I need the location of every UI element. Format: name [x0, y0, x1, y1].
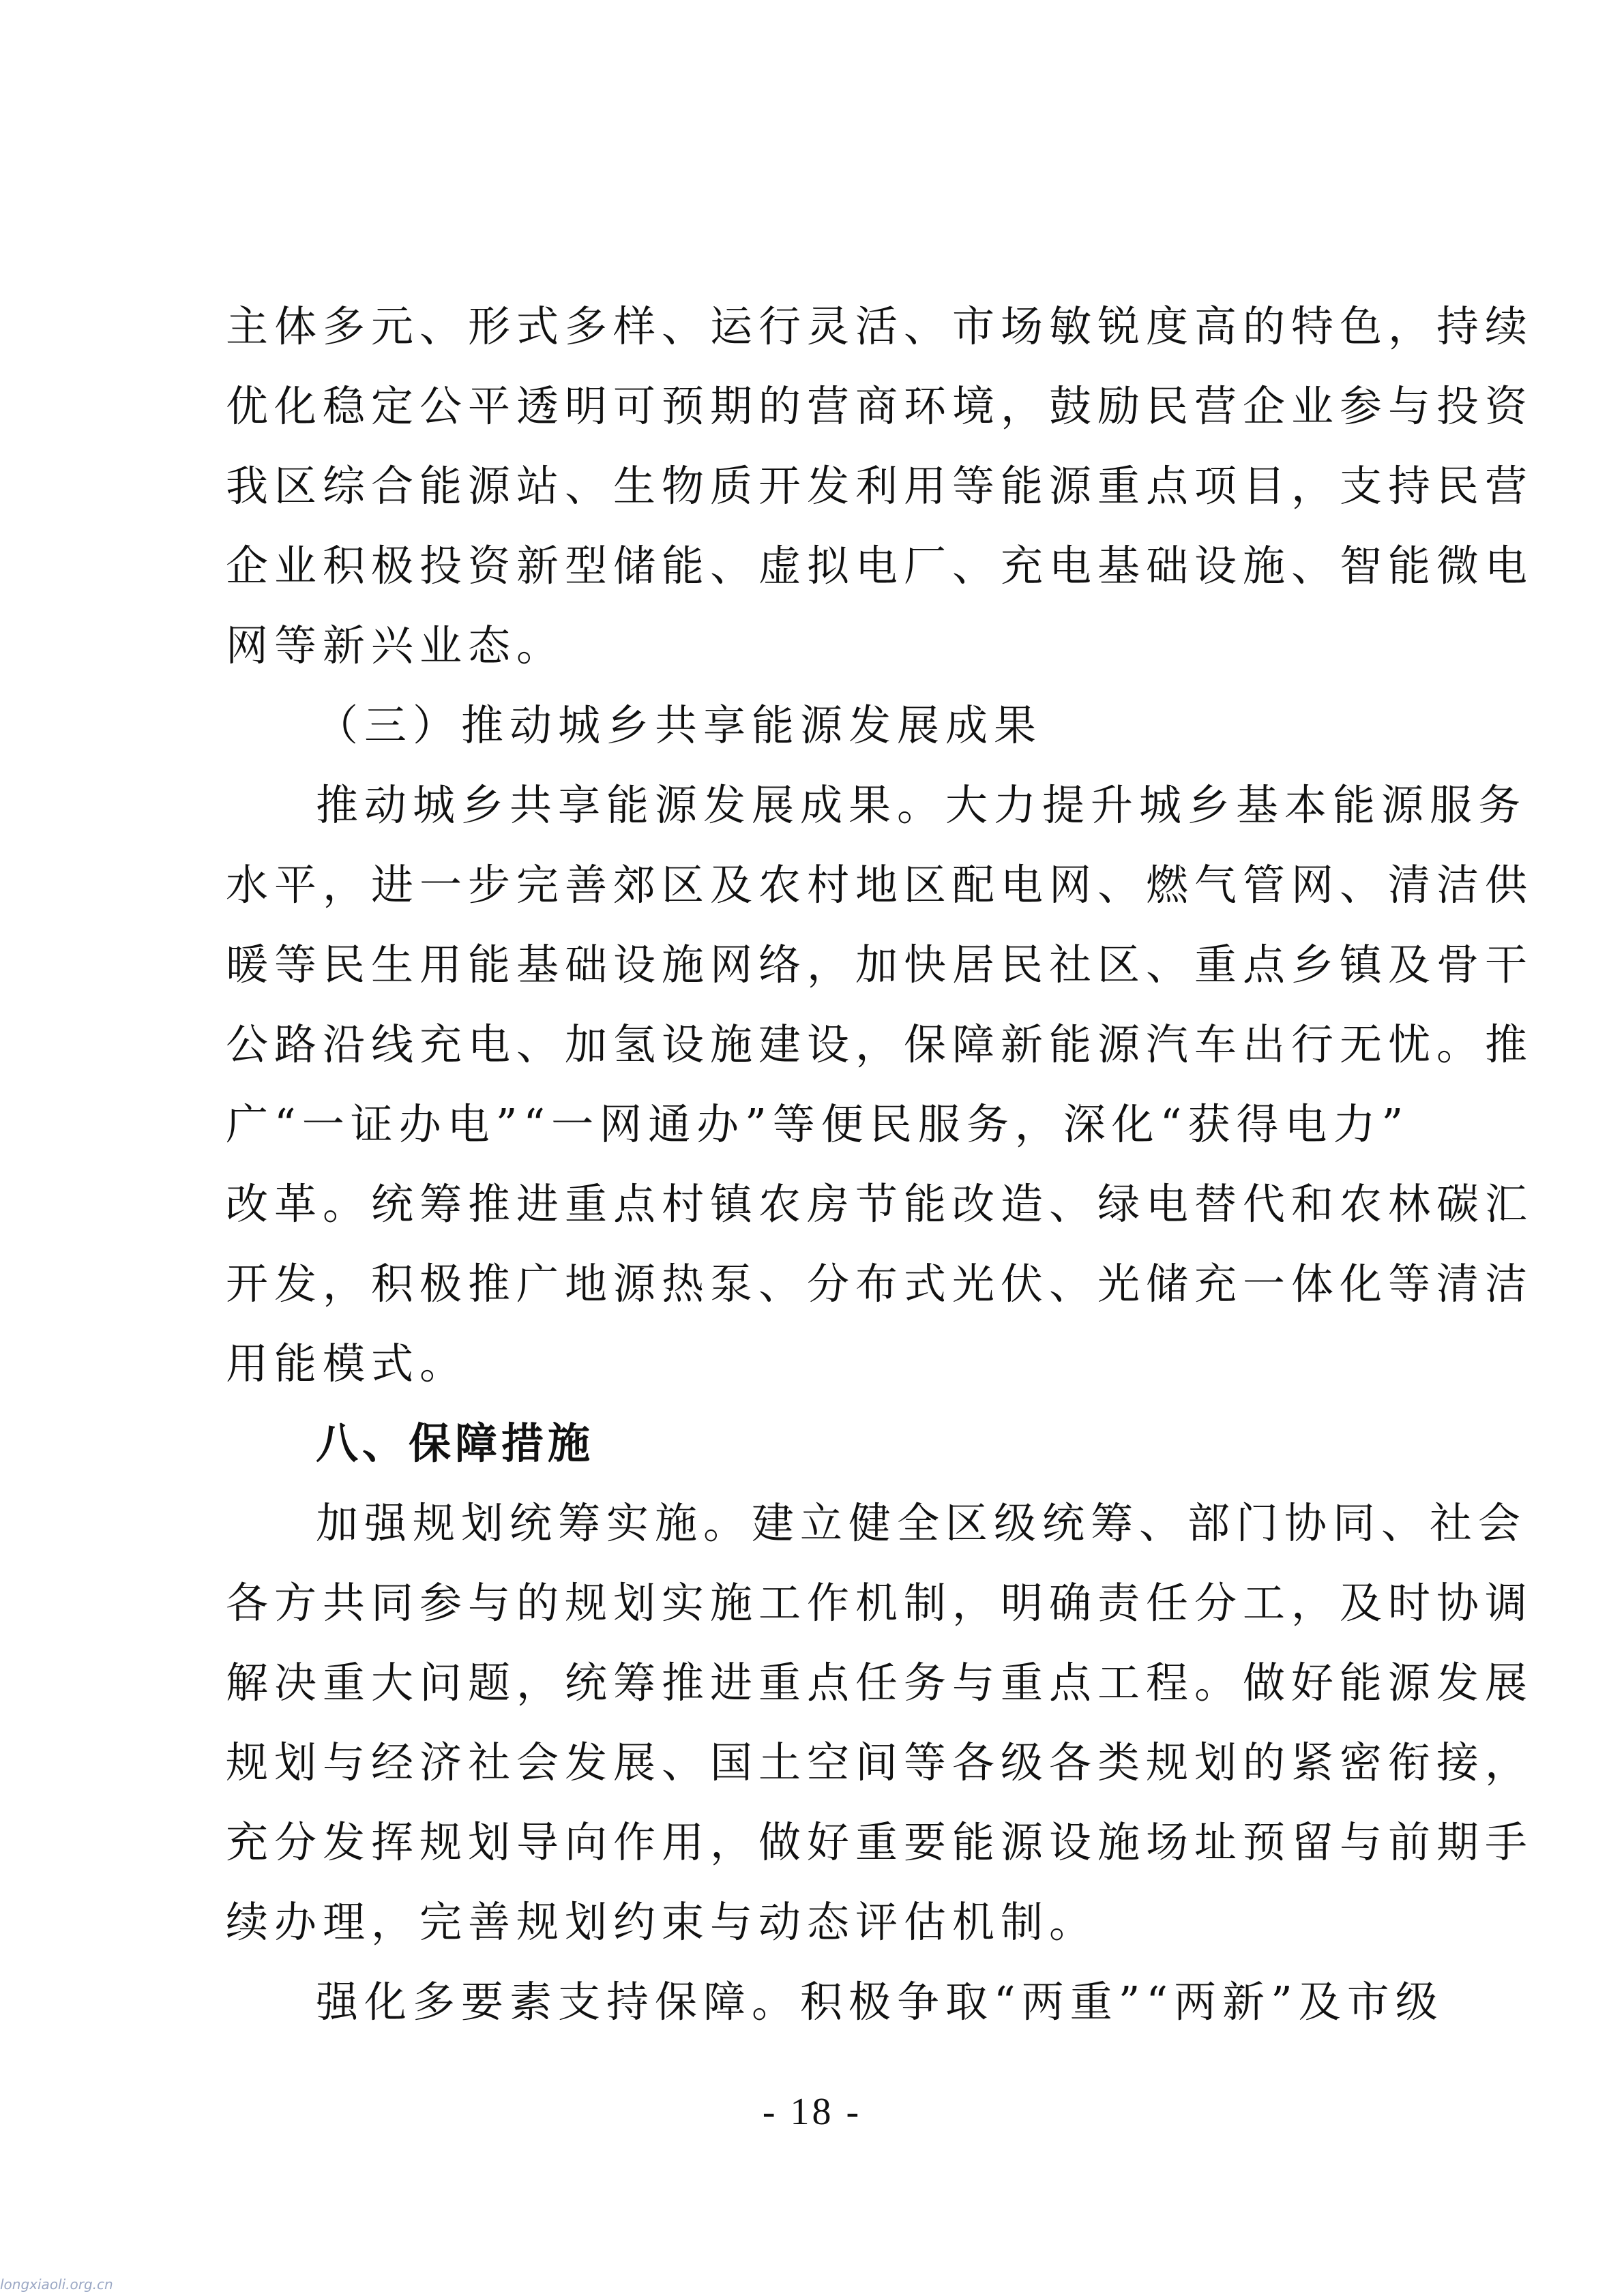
body-line: 用能模式。: [226, 1339, 469, 1388]
body-line: 解决重大问题，统筹推进重点任务与重点工程。做好能源发展: [226, 1658, 1534, 1708]
paragraph-first-line: 加强规划统筹实施。建立健全区级统筹、部门协同、社会: [316, 1498, 1527, 1548]
body-line: 规划与经济社会发展、国土空间等各级各类规划的紧密衔接，: [226, 1738, 1534, 1787]
body-line: 暖等民生用能基础设施网络，加快居民社区、重点乡镇及骨干: [226, 940, 1534, 989]
body-line: 我区综合能源站、生物质开发利用等能源重点项目，支持民营: [226, 461, 1534, 511]
body-line: 优化稳定公平透明可预期的营商环境，鼓励民营企业参与投资: [226, 381, 1534, 431]
page-number: - 18 -: [762, 2091, 862, 2133]
watermark-text: longxiaoli.org.cn: [0, 2276, 113, 2293]
paragraph-first-line: 强化多要素支持保障。积极争取“两重”“两新”及市级: [316, 1977, 1444, 2027]
subsection-heading: （三）推动城乡共享能源发展成果: [316, 700, 1043, 750]
body-line: 主体多元、形式多样、运行灵活、市场敏锐度高的特色，持续: [226, 301, 1534, 351]
body-line: 各方共同参与的规划实施工作机制，明确责任分工，及时协调: [226, 1578, 1534, 1628]
body-line: 企业积极投资新型储能、虚拟电厂、充电基础设施、智能微电: [226, 541, 1534, 591]
body-line: 广“一证办电”“一网通办”等便民服务，深化“获得电力”: [226, 1099, 1410, 1149]
body-line: 充分发挥规划导向作用，做好重要能源设施场址预留与前期手: [226, 1817, 1534, 1867]
body-line: 水平，进一步完善郊区及农村地区配电网、燃气管网、清洁供: [226, 860, 1534, 910]
body-line: 开发，积极推广地源热泵、分布式光伏、光储充一体化等清洁: [226, 1259, 1534, 1309]
body-line: 网等新兴业态。: [226, 621, 565, 670]
paragraph-first-line: 推动城乡共享能源发展成果。大力提升城乡基本能源服务: [316, 780, 1527, 830]
section-heading: 八、保障措施: [316, 1418, 595, 1468]
body-line: 改革。统筹推进重点村镇农房节能改造、绿电替代和农林碳汇: [226, 1179, 1534, 1229]
body-line: 续办理，完善规划约束与动态评估机制。: [226, 1897, 1098, 1947]
body-line: 公路沿线充电、加氢设施建设，保障新能源汽车出行无忧。推: [226, 1019, 1534, 1069]
document-body: [226, 286, 1534, 2042]
